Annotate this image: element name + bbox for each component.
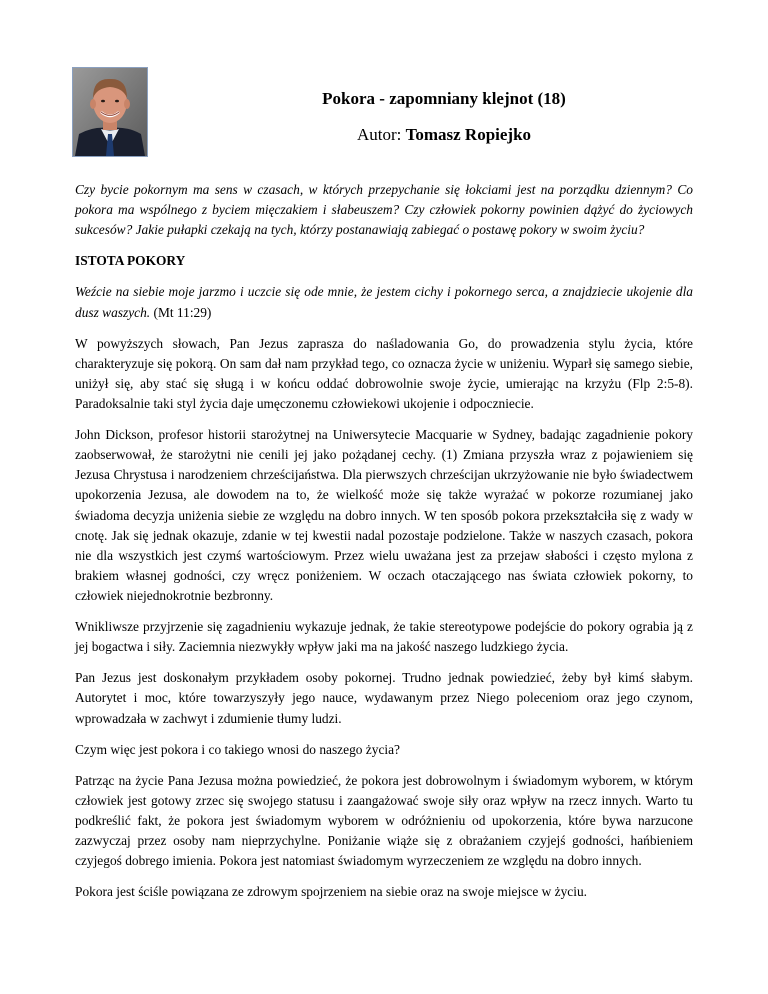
paragraph: John Dickson, profesor historii starożytnej na Uniwersytecie Macquarie w Sydney, badając zagadnienie pokory zaobserwował, że starożytni nie cenili jej jako pożądanej cechy. (1) Zmiana przyszła wraz z pojawieniem się Jezusa Chrystusa i narodzeniem chrześcijaństwa. Dla pierwszych chrześcijan ukrzyżowanie nie było świadectwem upokorzenia Jezusa, ale dowodem na to, że wielkość może się także wyrażać w pokorze rozumianej jako świadoma decyzja uniżenia siebie ze względu na dobro innych. W ten sposób pokora przekształciła się z wady w cnotę. Jak się jednak okazuje, zdanie w tej kwestii nadal pozostaje podzielone. Także w naszych czasach, pokora nie dla wszystkich jest czymś wartościowym. Przez wielu uważana jest za przejaw słabości i często mylona z brakiem własnej godności, czy wręcz poniżeniem. W oczach otaczającego nas świata człowiek pokorny, to człowiek niejednokrotnie bezbronny. (75, 427, 693, 603)
author-photo (72, 67, 148, 157)
paragraph: Pokora jest ściśle powiązana ze zdrowym spojrzeniem na siebie oraz na swoje miejsce w życiu. (75, 884, 588, 900)
author-portrait-icon (73, 68, 147, 156)
author-label: Autor: (356, 125, 406, 144)
bible-quote (75, 282, 693, 322)
intro-paragraph: Czy bycie pokornym ma sens w czasach, w których przepychanie się łokciami jest na porządku dziennym? Co pokora ma wspólnego z byciem mięczakiem i słabeuszem? Czy człowiek pokorny powinien dążyć do życiowych sukcesów? Jakie pułapki czekają na tych, którzy postanawiają zabiegać o postawę pokory w swoim życiu? (75, 182, 693, 238)
paragraph: Pan Jezus jest doskonałym przykładem osoby pokornej. Trudno jednak powiedzieć, żeby był kimś słabym. Autorytet i moc, które towarzyszyły jego nauce, wydawanym przez Niego poleceniom oraz jego czynom, wprowadzała w zachwyt i zdumienie tłumy ludzi. (75, 670, 693, 726)
author-line (160, 122, 728, 148)
paragraph: Czym więc jest pokora i co takiego wnosi do naszego życia? (75, 741, 400, 757)
article-body (75, 180, 693, 913)
paragraph: W powyższych słowach, Pan Jezus zaprasza do naśladowania Go, do prowadzenia stylu życia, które charakteryzuje się pokorą. On sam dał nam przykład tego, co oznacza życie w uniżeniu. Wyparł się samego siebie, uniżył się, aby stać się sługą i w końcu oddać dobrowolnie swoje życie, umierając na krzyżu (Flp 2:5-8). Paradoksalnie taki styl życia daje umęczonemu człowiekowi ukojenie i odpoczniecie. (75, 335, 693, 411)
paragraph: Wnikliwsze przyjrzenie się zagadnieniu wykazuje jednak, że takie stereotypowe podejście do pokory ograbia ją z jej bogactwa i siły. Zaciemnia niezwykły wpływ jaki ma na jakość naszego ludzkiego życia. (75, 619, 693, 655)
document-title: Pokora - zapomniany klejnot (18) (322, 89, 566, 108)
quote-reference: (Mt 11:29) (150, 304, 212, 320)
section-heading: ISTOTA POKORY (75, 253, 186, 269)
quote-text: Weźcie na siebie moje jarzmo i uczcie się ode mnie, że jestem cichy i pokornego serca, a znajdziecie ukojenie dla dusz waszych. (75, 284, 693, 320)
paragraph: Patrząc na życie Pana Jezusa można powiedzieć, że pokora jest dobrowolnym i świadomym wyborem, w którym człowiek jest gotowy zrzec się swojego statusu i zaangażować swoje siły oraz wpływ na rzecz innych. Warto tu podkreślić fakt, że pokora jest świadomym wyborem w odróżnieniu od upokorzenia, które bywa narzucone zazwyczaj przez osoby nam nieprzychylne. Poniżanie wiąże się z obrażaniem czyjejś godności, hańbieniem czyjegoś dobrego imienia. Pokora jest natomiast świadomym wyrzeczeniem ze względu na dobro innych. (75, 772, 693, 869)
author-name: Tomasz Ropiejko (405, 125, 532, 144)
